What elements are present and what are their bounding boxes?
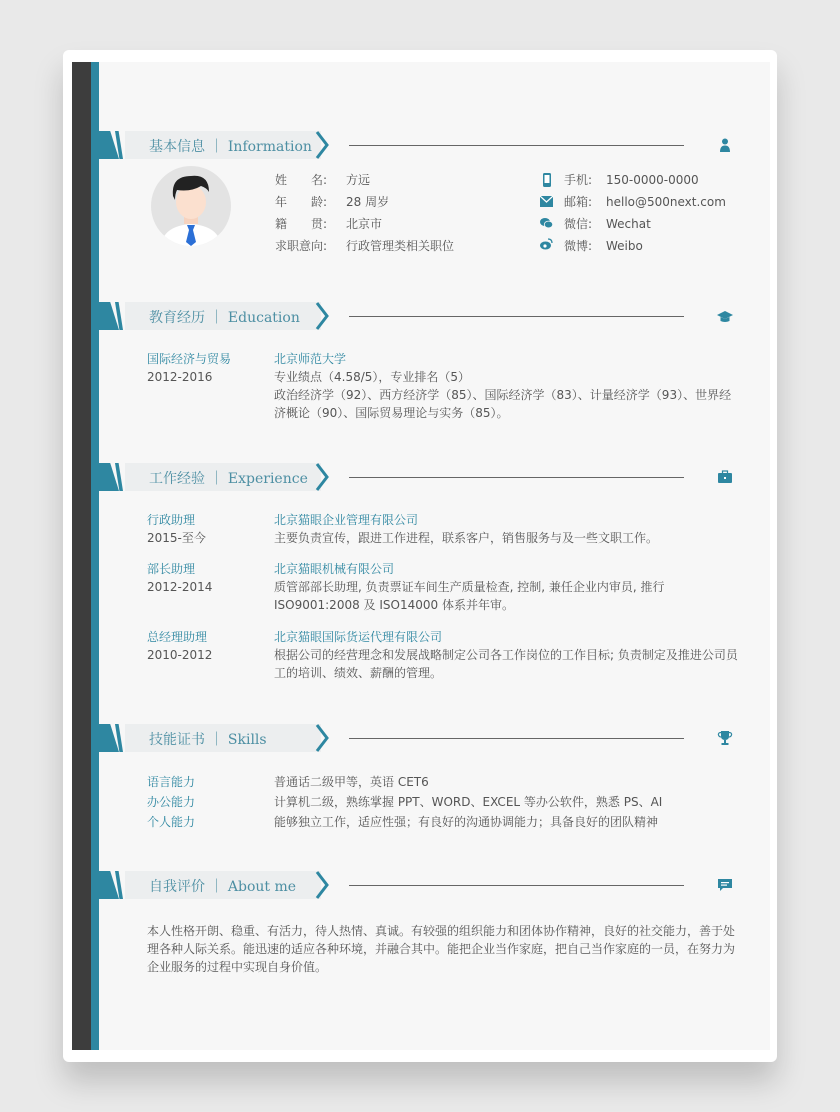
section-title-information: 基本信息 ｜ Information — [149, 139, 312, 155]
mail-icon — [540, 196, 553, 207]
chevron-right-icon — [315, 870, 329, 900]
exp-2-desc: 质管部部长助理, 负责票证车间生产质量检查, 控制, 兼任企业内审员, 推行 ISO9001:2008 及 ISO14000 体系并年审。 — [274, 580, 665, 612]
info-name: 方远 — [346, 173, 371, 187]
info-origin-label: 籍 贯: — [275, 217, 328, 231]
info-email[interactable]: hello@500next.com — [606, 195, 726, 209]
left-dark-bar — [72, 62, 91, 1050]
exp-1-company: 北京猫眼企业管理有限公司 — [274, 513, 419, 527]
info-wechat-label: 微信: — [564, 217, 593, 231]
skill-3-name: 个人能力 — [147, 815, 196, 829]
exp-1-desc: 主要负责宣传，跟进工作进程，联系客户，销售服务与及一些文职工作。 — [274, 531, 659, 545]
section-rule — [349, 885, 684, 886]
about-text: 本人性格开朗、稳重、有活力，待人热情、真诚。有较强的组织能力和团体协作精神，良好的社交能力，善于处理各种人际关系。能迅速的适应各种环境，并融合其中。能把企业当作家庭，把自己当作家庭的一员，在努力为企业服务的过程中实现自身价值。 — [147, 924, 736, 974]
info-email-label: 邮箱: — [564, 195, 593, 209]
phone-icon — [541, 173, 553, 187]
skill-2-name: 办公能力 — [147, 795, 196, 809]
skill-3-desc: 能够独立工作，适应性强；有良好的沟通协调能力；具备良好的团队精神 — [274, 815, 659, 829]
education-courses: 政治经济学（92）、西方经济学（85）、国际经济学（83）、计量经济学（93）、世界经济概论（90）、国际贸易理论与实务（85）。 — [274, 388, 732, 420]
section-header-information — [97, 131, 737, 161]
exp-3-title: 总经理助理 — [147, 630, 208, 644]
skill-1-name: 语言能力 — [147, 775, 196, 789]
skill-1-desc: 普通话二级甲等，英语 CET6 — [274, 775, 429, 789]
section-header-experience — [97, 463, 737, 493]
exp-2-company: 北京猫眼机械有限公司 — [274, 562, 395, 576]
info-age-label: 年 龄: — [275, 195, 328, 209]
info-target: 行政管理类相关职位 — [346, 239, 455, 253]
education-period: 2012-2016 — [147, 370, 213, 384]
education-gpa: 专业绩点（4.58/5），专业排名（5） — [274, 370, 471, 384]
chevron-right-icon — [315, 723, 329, 753]
info-weibo: Weibo — [606, 239, 643, 253]
person-icon — [717, 137, 733, 153]
info-phone: 150-0000-0000 — [606, 173, 699, 187]
section-title-skills: 技能证书 ｜ Skills — [149, 732, 267, 748]
section-rule — [349, 477, 684, 478]
exp-2-title: 部长助理 — [147, 562, 196, 576]
wechat-icon — [540, 217, 553, 229]
education-school: 北京师范大学 — [274, 352, 347, 366]
exp-3-period: 2010-2012 — [147, 648, 213, 662]
trophy-icon — [717, 730, 733, 746]
section-header-education — [97, 302, 737, 332]
exp-1-period: 2015-至今 — [147, 531, 206, 545]
education-major: 国际经济与贸易 — [147, 352, 232, 366]
chat-bubble-icon — [717, 877, 733, 893]
section-title-education: 教育经历 ｜ Education — [149, 310, 300, 326]
exp-1-title: 行政助理 — [147, 513, 196, 527]
chevron-right-icon — [315, 462, 329, 492]
section-header-skills — [97, 724, 737, 754]
section-title-experience: 工作经验 ｜ Experience — [149, 471, 308, 487]
section-title-about: 自我评价 ｜ About me — [149, 879, 297, 895]
skill-2-desc: 计算机二级，熟练掌握 PPT、WORD、EXCEL 等办公软件，熟悉 PS、AI — [274, 795, 663, 809]
info-origin: 北京市 — [346, 217, 383, 231]
info-wechat: Wechat — [606, 217, 651, 231]
chevron-right-icon — [315, 130, 329, 160]
left-accent-bar — [91, 62, 99, 1050]
exp-3-company: 北京猫眼国际货运代理有限公司 — [274, 630, 443, 644]
avatar — [151, 166, 231, 246]
chevron-right-icon — [315, 301, 329, 331]
info-target-label: 求职意向: — [275, 239, 328, 253]
info-name-label: 姓 名: — [275, 173, 328, 187]
section-header-about — [97, 871, 737, 901]
info-weibo-label: 微博: — [564, 239, 593, 253]
section-rule — [349, 145, 684, 146]
weibo-icon — [540, 238, 553, 250]
graduation-cap-icon — [717, 308, 733, 324]
info-age: 28 周岁 — [346, 195, 390, 209]
section-rule — [349, 738, 684, 739]
section-rule — [349, 316, 684, 317]
exp-3-desc: 根据公司的经营理念和发展战略制定公司各工作岗位的工作目标; 负责制定及推进公司员工的培训、绩效、薪酬的管理。 — [274, 648, 738, 680]
exp-2-period: 2012-2014 — [147, 580, 213, 594]
briefcase-icon — [717, 469, 733, 485]
info-phone-label: 手机: — [564, 173, 593, 187]
